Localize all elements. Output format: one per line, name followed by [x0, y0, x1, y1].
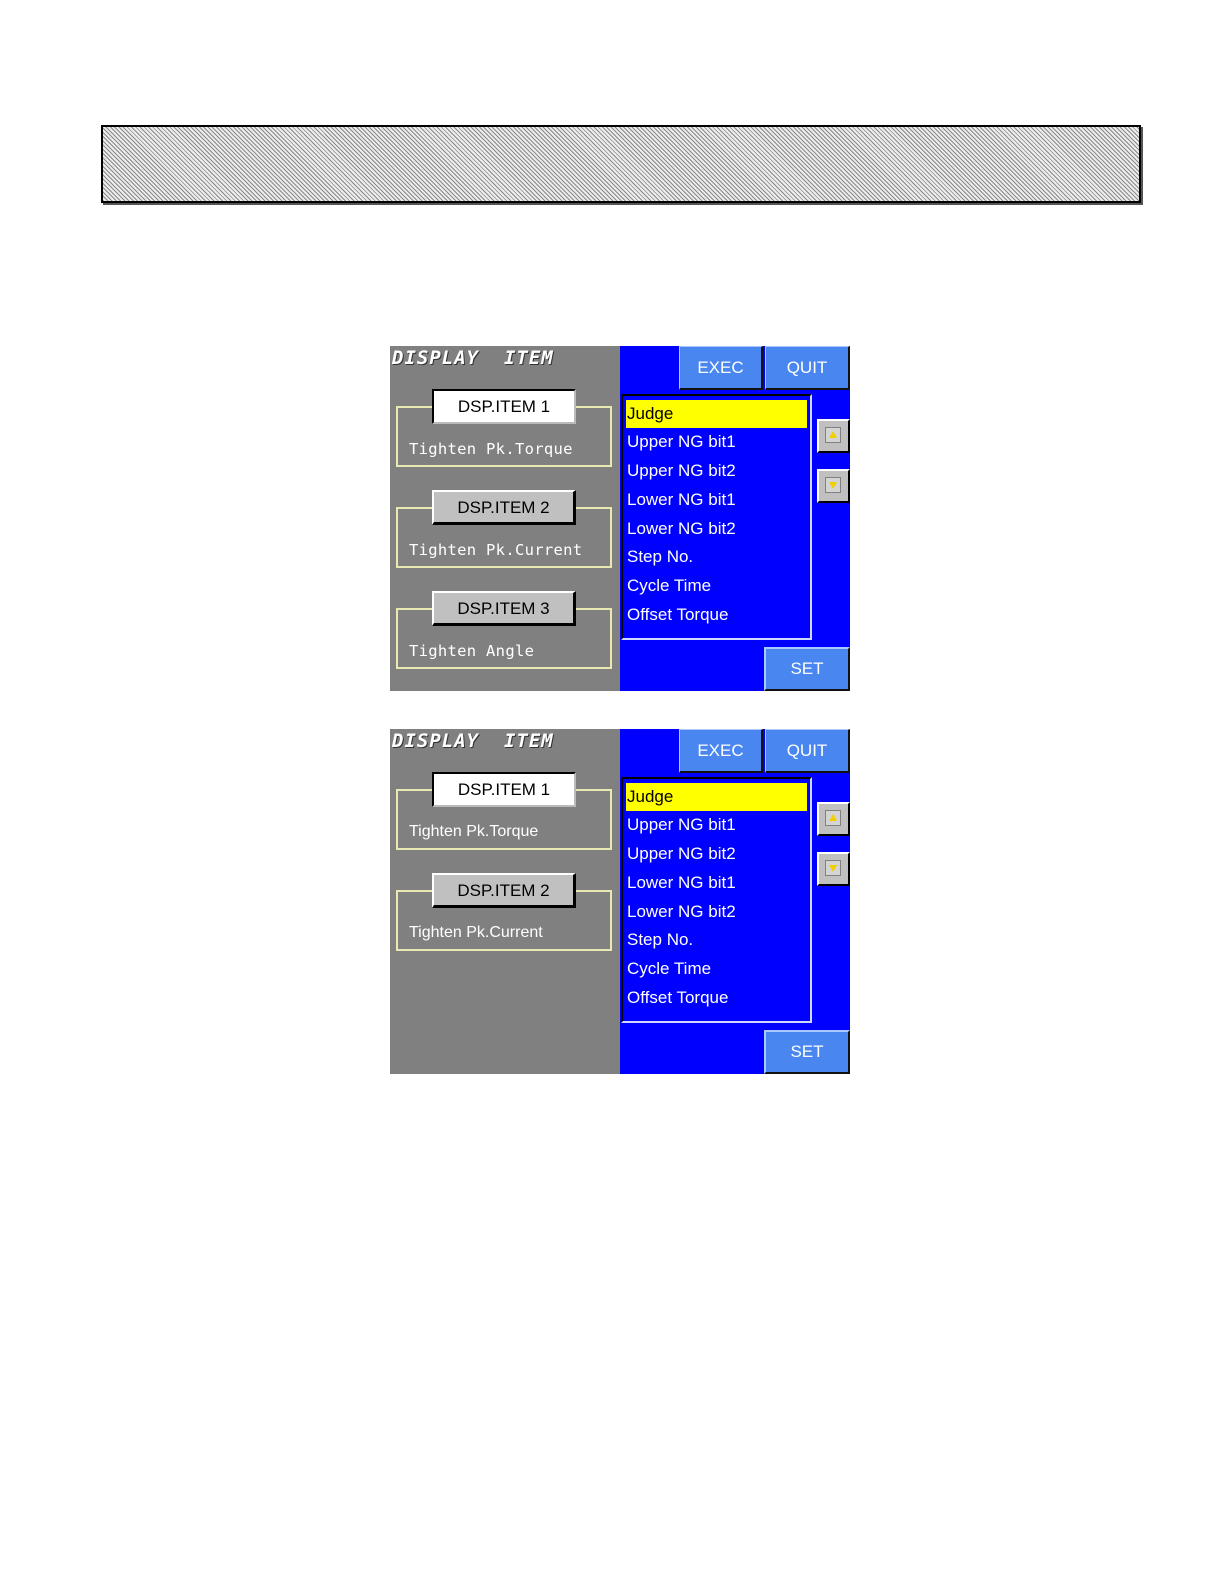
list-item[interactable]: Judge [626, 783, 807, 811]
dsp-item-1-button[interactable]: DSP.ITEM 1 [432, 772, 576, 807]
set-button[interactable]: SET [764, 647, 850, 691]
list-item[interactable]: Upper NG bit2 [627, 844, 736, 863]
scroll-down-button[interactable] [817, 469, 850, 503]
group-label: Tighten Angle [409, 642, 535, 660]
triangle-up-icon [825, 810, 841, 826]
list-item[interactable]: Lower NG bit1 [627, 873, 736, 892]
list-item[interactable]: Lower NG bit2 [627, 902, 736, 921]
list-item[interactable]: Upper NG bit2 [627, 461, 736, 480]
group-label: Tighten Pk.Current [409, 541, 583, 559]
display-item-left-pane [390, 346, 620, 691]
list-item[interactable]: Cycle Time [627, 959, 712, 978]
display-item-right-pane [620, 729, 850, 1074]
set-button[interactable]: SET [764, 1030, 850, 1074]
list-item[interactable]: Upper NG bit1 [627, 432, 736, 451]
item-listbox[interactable] [621, 777, 812, 1023]
triangle-up-icon [825, 427, 841, 443]
group-label: Tighten Pk.Torque [409, 823, 539, 840]
list-item[interactable]: Cycle Time [627, 576, 712, 595]
display-item-panel-1 [390, 346, 850, 691]
display-item-left-pane [390, 729, 620, 1074]
dsp-item-2-button[interactable]: DSP.ITEM 2 [432, 490, 576, 525]
panel-title: DISPLAY ITEM [392, 347, 554, 369]
triangle-down-icon [825, 477, 841, 493]
exec-button[interactable]: EXEC [679, 729, 763, 773]
scroll-up-button[interactable] [817, 419, 850, 453]
triangle-down-icon [825, 860, 841, 876]
group-label: Tighten Pk.Current [409, 924, 543, 941]
list-item[interactable]: Lower NG bit1 [627, 490, 736, 509]
dsp-item-2-button[interactable]: DSP.ITEM 2 [432, 873, 576, 908]
list-item[interactable]: Judge [626, 400, 807, 428]
list-item[interactable]: Upper NG bit1 [627, 815, 736, 834]
list-item[interactable]: Offset Torque [627, 988, 729, 1007]
list-item[interactable]: Step No. [627, 930, 694, 949]
scroll-down-button[interactable] [817, 852, 850, 886]
list-item[interactable]: Offset Torque [627, 605, 729, 624]
panel-title: DISPLAY ITEM [392, 730, 554, 752]
display-item-right-pane [620, 346, 850, 691]
quit-button[interactable]: QUIT [765, 729, 850, 773]
group-label: Tighten Pk.Torque [409, 440, 573, 458]
scroll-up-button[interactable] [817, 802, 850, 836]
dsp-item-3-button[interactable]: DSP.ITEM 3 [432, 591, 576, 626]
header-bar [101, 125, 1141, 203]
display-item-panel-2 [390, 729, 850, 1074]
dsp-item-1-button[interactable]: DSP.ITEM 1 [432, 389, 576, 424]
exec-button[interactable]: EXEC [679, 346, 763, 390]
quit-button[interactable]: QUIT [765, 346, 850, 390]
item-listbox[interactable] [621, 394, 812, 640]
list-item[interactable]: Lower NG bit2 [627, 519, 736, 538]
list-item[interactable]: Step No. [627, 547, 694, 566]
